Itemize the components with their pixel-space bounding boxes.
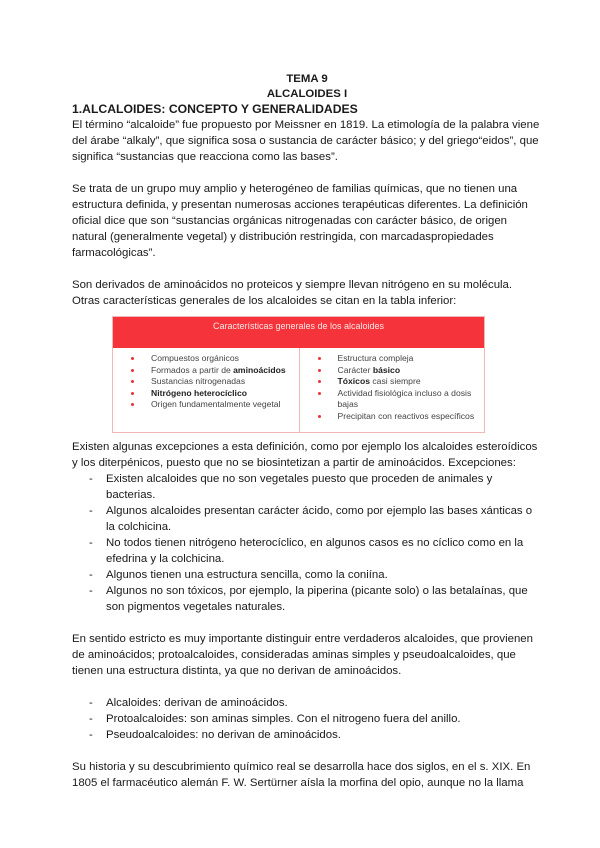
list-item: - Algunos alcaloides presentan carácter ácido, como por ejemplo las bases xánticas o la colchicina. [89, 505, 533, 533]
table-item: Origen fundamentalmente vegetal [127, 399, 291, 411]
paragraph-history: Su historia y su descubrimiento químico real se desarrolla hace dos siglos, en el s. XIX. En 1805 el farmacéutico alemán F. W. Sertürner aísla la morfina del opio, aunque no la llama [72, 761, 531, 789]
dash-bullet-icon: - [89, 713, 93, 725]
paragraph-etymology: El término “alcaloide” fue propuesto por Meissner en 1819. La etimología de la palabra viene del árabe “alkaly”, que significa sosa o sustancia de carácter básico; y del griego“eidos”, que significa “sustancias que reacciona como las bases”. [72, 119, 540, 163]
dash-bullet-icon: - [89, 537, 93, 549]
section-heading: 1.ALCALOIDES: CONCEPTO Y GENERALIDADES [72, 102, 358, 116]
list-item: - Alcaloides: derivan de aminoácidos. [89, 697, 288, 709]
paragraph-definition: Se trata de un grupo muy amplio y heterogéneo de familias químicas, que no tienen una estructura definida, y presentan numerosas acciones terapéuticas diferentes. La definición oficial dice que son “sustancias orgánicas nitrogenadas con carácter básico, de origen natural (generalmente vegetal) y distribución restringida, con marcadaspropiedades farmacológicas”. [72, 183, 528, 259]
table-item: Compuestos orgánicos [127, 353, 291, 365]
bullet-icon [131, 369, 134, 372]
bullet-icon [131, 392, 134, 395]
exceptions-list [72, 471, 542, 615]
table-item: Carácter básico [314, 365, 477, 377]
table-item: Sustancias nitrogenadas [127, 376, 291, 388]
list-item: - Algunos tienen una estructura sencilla, como la coniína. [89, 569, 388, 581]
bullet-icon [318, 392, 321, 395]
list-item: - Protoalcaloides: son aminas simples. Con el nitrogeno fuera del anillo. [89, 713, 461, 725]
characteristics-table [112, 316, 485, 433]
table-item: Nitrógeno heterocíclico [127, 388, 291, 400]
topic-number: TEMA 9 [286, 73, 328, 85]
list-item: - No todos tienen nitrógeno heterocíclico, en algunos casos es no cíclico como en la efedrina y la colchicina. [89, 537, 524, 565]
table-column-left [113, 348, 299, 432]
topic-title: ALCALOIDES I [266, 88, 348, 100]
paragraph-classification: En sentido estricto es muy importante distinguir entre verdaderos alcaloides, que provienen de aminoácidos; protoalcaloides, consideradas aminas simples y pseudoalcaloides, que tienen una estructura distinta, ya que no derivan de aminoácidos. [72, 633, 533, 677]
table-column-right [299, 348, 485, 432]
bullet-icon [131, 380, 134, 383]
paragraph-derivation: Son derivados de aminoácidos no proteicos y siempre llevan nitrógeno en su molécula. [72, 279, 513, 291]
dash-bullet-icon: - [89, 505, 93, 517]
dash-bullet-icon: - [89, 585, 93, 597]
dash-bullet-icon: - [89, 569, 93, 581]
bullet-icon [318, 369, 321, 372]
bullet-icon [318, 357, 321, 360]
table-item: Formados a partir de aminoácidos [127, 365, 291, 377]
table-item: Estructura compleja [314, 353, 477, 365]
bullet-icon [318, 380, 321, 383]
table-item: Actividad fisiológica incluso a dosis bajas [314, 388, 477, 411]
dash-bullet-icon: - [89, 697, 93, 709]
document-page [72, 72, 542, 791]
table-header: Características generales de los alcaloides [113, 317, 484, 348]
types-list [72, 695, 542, 743]
bullet-icon [131, 357, 134, 360]
dash-bullet-icon: - [89, 729, 93, 741]
bullet-icon [131, 403, 134, 406]
paragraph-table-intro: Otras características generales de los alcaloides se citan en la tabla inferior: [72, 295, 457, 307]
list-item: - Pseudoalcaloides: no derivan de aminoácidos. [89, 729, 341, 741]
list-item: - Existen alcaloides que no son vegetales puesto que proceden de animales y bacterias. [89, 473, 493, 501]
list-item: - Algunos no son tóxicos, por ejemplo, la piperina (picante solo) o las betalaínas, que son pigmentos vegetales naturales. [89, 585, 528, 613]
bullet-icon [318, 415, 321, 418]
table-item: Tóxicos casi siempre [314, 376, 477, 388]
paragraph-exceptions: Existen algunas excepciones a esta definición, como por ejemplo los alcaloides esteroídicos y los diterpénicos, puesto que no se biosintetizan a partir de aminoácidos. Excepciones: [72, 441, 538, 469]
table-item: Precipitan con reactivos específicos [314, 411, 477, 423]
dash-bullet-icon: - [89, 473, 93, 485]
